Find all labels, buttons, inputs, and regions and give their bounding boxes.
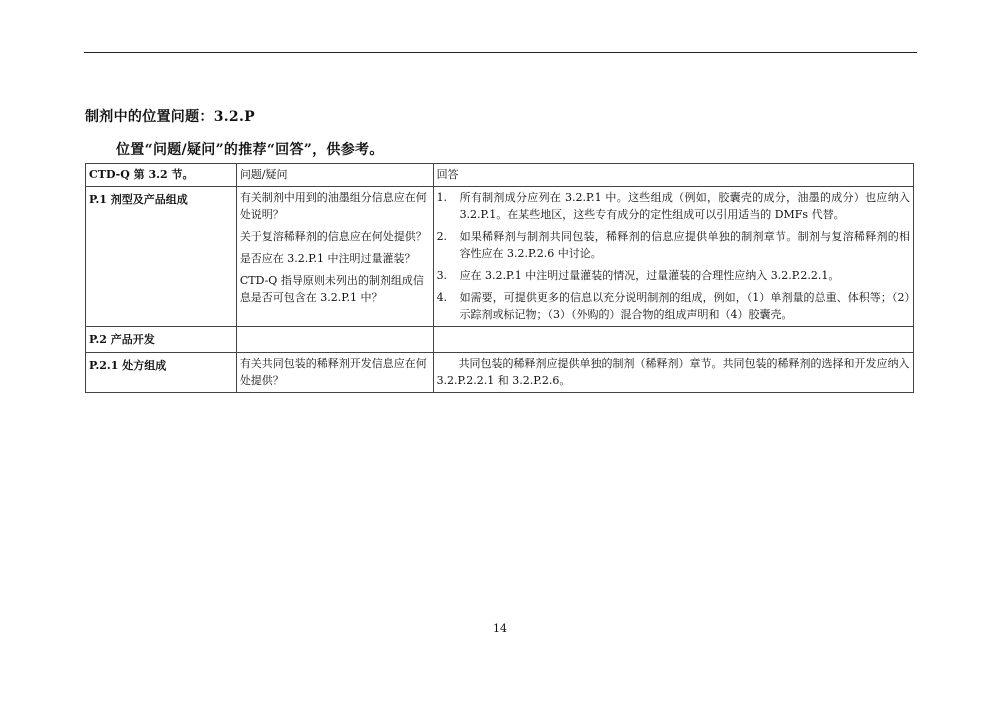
question-cell-p21: [236, 353, 433, 393]
question-cell-p2: [236, 327, 433, 353]
answer-number: 1.: [436, 191, 448, 204]
header-question: 问题/疑问: [236, 164, 433, 187]
intro-text: 位置“问题/疑问”的推荐“回答”，供参考。: [116, 142, 384, 158]
answer-2: [437, 226, 910, 265]
answer-cell-p2: [433, 327, 913, 353]
question-4: CTD-Q 指导原则未列出的制剂组成信息是否可包含在 3.2.P.1 中？: [239, 274, 424, 304]
answer-cell-p1: [433, 187, 913, 327]
answer-text: 应在 3.2.P.1 中注明过量灌装的情况，过量灌装的合理性应纳入 3.2.P.2.2.1。: [459, 269, 840, 282]
answer-number: 2.: [436, 230, 448, 243]
answer-text: 如需要，可提供更多的信息以充分说明制剂的组成，例如，（1）单剂量的总重、体积等；（2）示踪剂或标记物；（3）（外购的）混合物的组成声明和（4）胶囊壳。: [459, 291, 910, 321]
table-header-row: [86, 164, 914, 187]
qa-table: [85, 163, 914, 393]
header-section: CTD-Q 第 3.2 节。: [86, 164, 237, 187]
page-number: 14: [493, 622, 507, 635]
answer-1: [437, 187, 910, 226]
answer-cell-p21: [433, 353, 913, 393]
answer-text: 所有制剂成分应列在 3.2.P.1 中。这些组成（例如，胶囊壳的成分，油墨的成分）也应纳入 3.2.P.1。在某些地区，这些专有成分的定性组成可以引用适当的 DMFs 代替。: [459, 191, 910, 221]
table-row-p2: [86, 327, 914, 353]
question-cell-p1: [236, 187, 433, 327]
answer-text: 如果稀释剂与制剂共同包装，稀释剂的信息应提供单独的制剂章节。制剂与复溶稀释剂的相容性应在 3.2.P.2.6 中讨论。: [459, 230, 910, 260]
section-heading: 制剂中的位置问题：3.2.P: [85, 109, 255, 125]
answer-number: 3.: [436, 269, 448, 282]
section-cell-p1: P.1 剂型及产品组成: [86, 187, 237, 327]
section-cell-p21: P.2.1 处方组成: [86, 353, 237, 393]
answer-3: [437, 265, 910, 287]
answer-number: 4.: [436, 291, 448, 304]
table-row-p1: [86, 187, 914, 327]
header-answer: 回答: [433, 164, 913, 187]
question-1: 有关制剂中用到的油墨组分信息应在何处说明？: [239, 191, 427, 221]
question-p21: 有关共同包装的稀释剂开发信息应在何处提供？: [239, 357, 427, 387]
question-3: 是否应在 3.2.P.1 中注明过量灌装？: [239, 252, 416, 265]
table-row-p21: [86, 353, 914, 393]
question-2: 关于复溶稀释剂的信息应在何处提供？: [239, 230, 427, 243]
section-cell-p2: P.2 产品开发: [86, 327, 237, 353]
answer-p21: 共同包装的稀释剂应提供单独的制剂（稀释剂）章节。共同包装的稀释剂的选择和开发应纳入 3.2.P.2.2.1 和 3.2.P.2.6。: [436, 357, 910, 387]
answer-4: [437, 287, 910, 326]
header-rule: [84, 52, 917, 53]
